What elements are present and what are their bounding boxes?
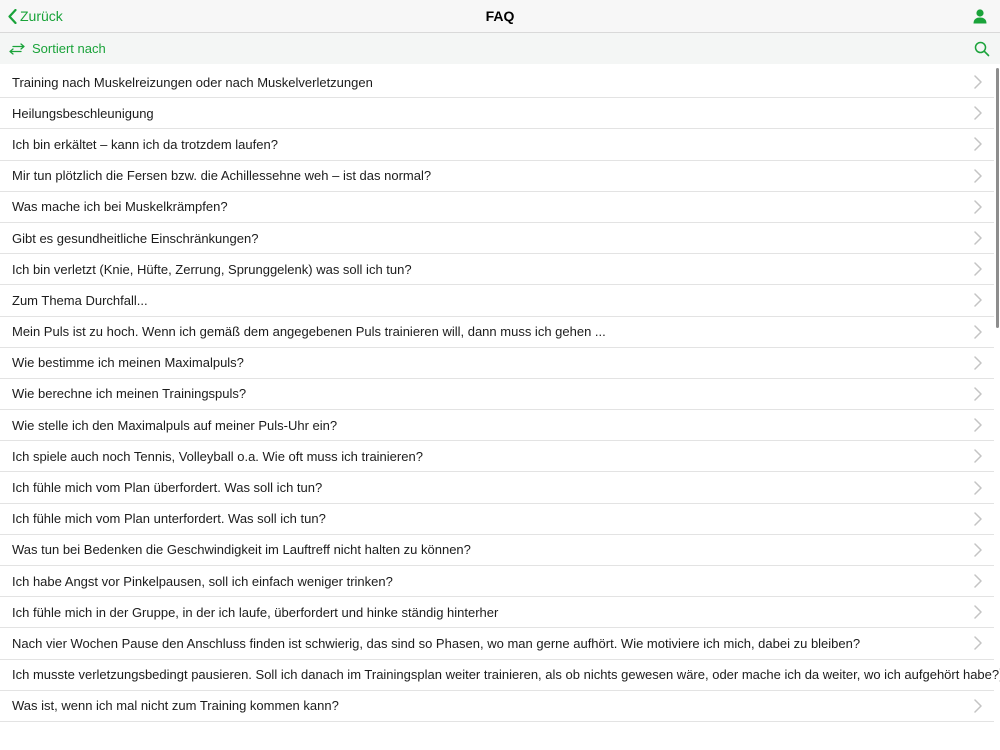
page-title: FAQ (485, 8, 515, 24)
chevron-right-icon (974, 262, 982, 276)
back-label: Zurück (20, 8, 63, 24)
sort-label: Sortiert nach (32, 41, 106, 56)
faq-question-label: Zum Thema Durchfall... (12, 292, 148, 308)
faq-list-item[interactable] (0, 98, 994, 129)
faq-list-item[interactable] (0, 161, 994, 192)
faq-question-label: Gibt es gesundheitliche Einschränkungen? (12, 230, 259, 246)
chevron-right-icon (974, 449, 982, 463)
faq-question-label: Was mache ich bei Muskelkrämpfen? (12, 199, 228, 215)
chevron-right-icon (974, 231, 982, 245)
faq-question-label: Mein Puls ist zu hoch. Wenn ich gemäß dem angegebenen Puls trainieren will, dann muss ich gehen ... (12, 324, 606, 340)
faq-list-item[interactable] (0, 504, 994, 535)
faq-list-item[interactable] (0, 129, 994, 160)
chevron-right-icon (974, 543, 982, 557)
chevron-right-icon (974, 699, 982, 713)
faq-list-item[interactable] (0, 441, 994, 472)
faq-list-item[interactable] (0, 535, 994, 566)
sort-bar (0, 33, 1000, 65)
chevron-right-icon (974, 325, 982, 339)
chevron-right-icon (974, 106, 982, 120)
faq-question-label: Wie stelle ich den Maximalpuls auf meiner Puls-Uhr ein? (12, 417, 338, 433)
navigation-bar (0, 0, 1000, 33)
faq-list-item[interactable] (0, 254, 994, 285)
faq-list-item[interactable] (0, 285, 994, 316)
faq-question-label: Ich fühle mich vom Plan überfordert. Was soll ich tun? (12, 480, 323, 496)
faq-question-label: Nach vier Wochen Pause den Anschluss finden ist schwierig, das sind so Phasen, wo man gerne aufhört. Wie motiviere ich mich, dabei zu bleiben? (12, 635, 861, 651)
faq-list-item[interactable] (0, 472, 994, 503)
faq-list-item[interactable] (0, 597, 994, 628)
faq-question-label: Ich fühle mich vom Plan unterfordert. Was soll ich tun? (12, 511, 326, 527)
faq-question-label: Mir tun plötzlich die Fersen bzw. die Achillessehne weh – ist das normal? (12, 168, 432, 184)
chevron-right-icon (974, 200, 982, 214)
faq-list-item[interactable] (0, 317, 994, 348)
faq-list-item[interactable] (0, 566, 994, 597)
faq-list-item[interactable] (0, 67, 994, 98)
faq-list-item[interactable] (0, 379, 994, 410)
chevron-right-icon (974, 75, 982, 89)
faq-question-label: Heilungsbeschleunigung (12, 105, 154, 121)
faq-list-item[interactable] (0, 410, 994, 441)
faq-question-label: Training nach Muskelreizungen oder nach Muskelverletzungen (12, 74, 373, 90)
chevron-right-icon (974, 574, 982, 588)
faq-question-label: Ich bin verletzt (Knie, Hüfte, Zerrung, Sprunggelenk) was soll ich tun? (12, 261, 412, 277)
faq-question-label: Wie berechne ich meinen Trainingspuls? (12, 386, 247, 402)
person-icon[interactable] (972, 8, 988, 24)
chevron-right-icon (974, 356, 982, 370)
chevron-left-icon (8, 9, 17, 24)
faq-question-label: Ich bin erkältet – kann ich da trotzdem laufen? (12, 136, 278, 152)
chevron-right-icon (974, 636, 982, 650)
chevron-right-icon (974, 169, 982, 183)
faq-list-item[interactable] (0, 691, 994, 722)
faq-list-item[interactable] (0, 348, 994, 379)
faq-question-label: Ich fühle mich in der Gruppe, in der ich laufe, überfordert und hinke ständig hinterher (12, 604, 499, 620)
faq-question-label: Ich spiele auch noch Tennis, Volleyball o.a. Wie oft muss ich trainieren? (12, 448, 423, 464)
faq-question-label: Was tun bei Bedenken die Geschwindigkeit im Lauftreff nicht halten zu können? (12, 542, 471, 558)
swap-arrows-icon (9, 43, 25, 55)
sort-button[interactable] (9, 33, 106, 64)
chevron-right-icon (974, 293, 982, 307)
search-icon[interactable] (974, 41, 990, 57)
faq-list (0, 67, 1000, 722)
faq-question-label: Wie bestimme ich meinen Maximalpuls? (12, 355, 244, 371)
faq-list-item[interactable] (0, 660, 1000, 691)
faq-question-label: Ich habe Angst vor Pinkelpausen, soll ich einfach weniger trinken? (12, 573, 393, 589)
chevron-right-icon (974, 481, 982, 495)
back-button[interactable] (8, 0, 63, 32)
chevron-right-icon (974, 418, 982, 432)
chevron-right-icon (974, 387, 982, 401)
faq-list-item[interactable] (0, 192, 994, 223)
chevron-right-icon (974, 512, 982, 526)
scrollbar[interactable] (996, 68, 999, 328)
faq-question-label: Ich musste verletzungsbedingt pausieren. Soll ich danach im Trainingsplan weiter trainieren, als ob nichts gewesen wäre, oder mache ich da weiter, wo ich aufgehört habe? (12, 667, 1000, 683)
faq-question-label: Was ist, wenn ich mal nicht zum Training kommen kann? (12, 698, 339, 714)
faq-list-item[interactable] (0, 223, 994, 254)
chevron-right-icon (974, 137, 982, 151)
chevron-right-icon (974, 605, 982, 619)
faq-list-item[interactable] (0, 628, 994, 659)
